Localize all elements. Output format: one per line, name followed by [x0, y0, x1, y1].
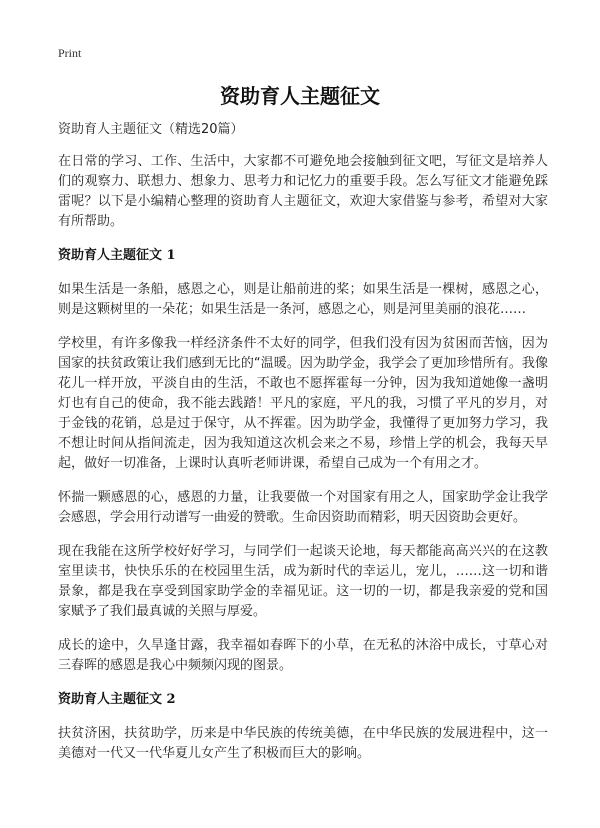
body-paragraph: 如果生活是一条船，感恩之心，则是让船前进的桨；如果生活是一棵树，感恩之心，则是这颗树里的一朵花；如果生活是一条河，感恩之心，则是河里美丽的浪花…… [58, 282, 548, 317]
page-title: 资助育人主题征文 [220, 84, 380, 108]
section-heading: 资助育人主题征文 1 [58, 248, 176, 263]
body-paragraph: 学校里，有许多像我一样经济条件不太好的同学，但我们没有因为贫困而苦恼，因为国家的扶贫政策让我们感到无比的“温暖。因为助学金，我学会了更加珍惜所有。我像花儿一样开放，平淡自由的生活，不敢也不愿挥霍每一分钟，因为我知道她像一盏明灯也有自己的使命，我不能去践踏！平凡的家庭，平凡的我，习惯了平凡的岁月，对于金钱的花销，总是过于保守，从不挥霍。因为助学金，我懂得了更加努力学习，我不想让时间从指间流走，因为我知道这次机会来之不易，珍惜上学的机会，我每天早起，做好一切准备，上课时认真听老师讲课，希望自己成为一个有用之才。 [58, 336, 548, 471]
body-paragraph: 怀揣一颗感恩的心，感恩的力量，让我要做一个对国家有用之人，国家助学金让我学会感恩，学会用行动谱写一曲爱的赞歌。生命因资助而精彩，明天因资助会更好。 [58, 490, 548, 525]
document-body [58, 120, 548, 778]
print-link[interactable]: Print [58, 46, 82, 60]
body-paragraph: 扶贫济困，扶贫助学，历来是中华民族的传统美德，在中华民族的发展进程中，这一美德对一代又一代华夏儿女产生了积极而巨大的影响。 [58, 726, 548, 761]
essay-section-2 [58, 690, 548, 764]
body-paragraph: 成长的途中，久旱逢甘露，我幸福如春晖下的小草，在无私的沐浴中成长，寸草心对三春晖的感恩是我心中频频闪现的图景。 [58, 638, 548, 673]
body-paragraph: 现在我能在这所学校好好学习，与同学们一起谈天论地，每天都能高高兴兴的在这教室里读书，快快乐乐的在校园里生活，成为新时代的幸运儿，宠儿，……这一切和谐景象，都是我在享受到国家助学金的幸福见证。这一切的一切，都是我亲爱的党和国家赋予了我们最真诚的关照与厚爱。 [58, 544, 548, 619]
document-subtitle: 资助育人主题征文（精选20篇） [58, 122, 244, 137]
intro-paragraph: 在日常的学习、工作、生活中，大家都不可避免地会接触到征文吧，写征文是培养人们的观察力、联想力、想象力、思考力和记忆力的重要手段。怎么写征文才能避免踩雷呢？以下是小编精心整理的资助育人主题征文，欢迎大家借鉴与参考，希望对大家有所帮助。 [58, 154, 548, 229]
section-heading: 资助育人主题征文 2 [58, 692, 176, 707]
essay-section-1 [58, 246, 548, 676]
